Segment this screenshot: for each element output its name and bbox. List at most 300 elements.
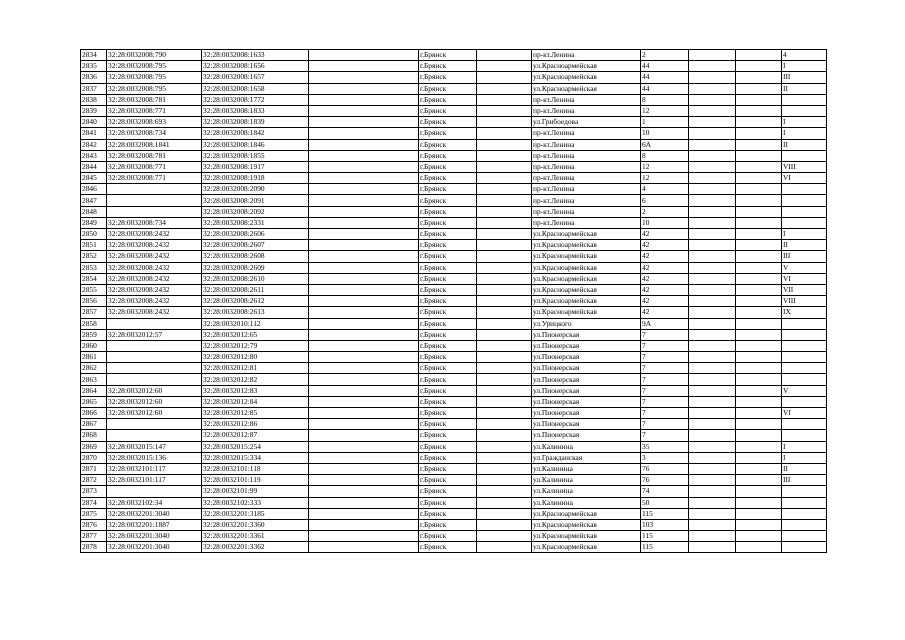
row-number-cell: 2877 <box>81 531 107 542</box>
street-cell: ул.Красноармейская <box>532 273 641 284</box>
table-row <box>81 273 827 284</box>
house-number-cell: 1 <box>641 117 689 128</box>
street-cell: пр-кт.Ленина <box>532 128 641 139</box>
table-row <box>81 519 827 530</box>
empty-cell <box>689 542 736 553</box>
table-row <box>81 408 827 419</box>
empty-cell <box>689 430 736 441</box>
empty-cell <box>689 161 736 172</box>
table-row <box>81 441 827 452</box>
empty-cell <box>477 217 532 228</box>
room-number-cell: I <box>782 441 827 452</box>
empty-cell <box>477 195 532 206</box>
street-cell: ул.Урицкого <box>532 318 641 329</box>
row-number-cell: 2834 <box>81 50 107 61</box>
empty-cell <box>477 117 532 128</box>
city-cell: г.Брянск <box>419 497 477 508</box>
street-cell: ул.Красноармейская <box>532 531 641 542</box>
city-cell: г.Брянск <box>419 419 477 430</box>
row-number-cell: 2846 <box>81 184 107 195</box>
table-row <box>81 195 827 206</box>
empty-cell <box>477 139 532 150</box>
city-cell: г.Брянск <box>419 262 477 273</box>
house-number-cell: 12 <box>641 161 689 172</box>
empty-cell <box>309 441 419 452</box>
table-row <box>81 139 827 150</box>
cadastral-number-cell: 32:28:0032012:85 <box>202 408 309 419</box>
cadastral-number-cell: 32:28:0032008:2610 <box>202 273 309 284</box>
house-number-cell: 42 <box>641 251 689 262</box>
row-number-cell: 2843 <box>81 150 107 161</box>
empty-cell <box>689 374 736 385</box>
empty-cell <box>736 184 782 195</box>
empty-cell <box>477 329 532 340</box>
street-cell: ул.Красноармейская <box>532 251 641 262</box>
empty-cell <box>309 508 419 519</box>
empty-cell <box>736 486 782 497</box>
row-number-cell: 2866 <box>81 408 107 419</box>
city-cell: г.Брянск <box>419 363 477 374</box>
city-cell: г.Брянск <box>419 217 477 228</box>
empty-cell <box>736 452 782 463</box>
table-row <box>81 217 827 228</box>
empty-cell <box>689 139 736 150</box>
empty-cell <box>309 329 419 340</box>
city-cell: г.Брянск <box>419 408 477 419</box>
row-number-cell: 2861 <box>81 352 107 363</box>
city-cell: г.Брянск <box>419 150 477 161</box>
street-cell: ул.Калинина <box>532 441 641 452</box>
room-number-cell: I <box>782 128 827 139</box>
empty-cell <box>309 531 419 542</box>
table-row <box>81 150 827 161</box>
house-number-cell: 74 <box>641 486 689 497</box>
room-number-cell: I <box>782 229 827 240</box>
empty-cell <box>477 475 532 486</box>
street-cell: пр-кт.Ленина <box>532 206 641 217</box>
empty-cell <box>477 262 532 273</box>
row-number-cell: 2851 <box>81 240 107 251</box>
city-cell: г.Брянск <box>419 452 477 463</box>
table-row <box>81 385 827 396</box>
city-cell: г.Брянск <box>419 117 477 128</box>
table-row <box>81 531 827 542</box>
cadastral-number-cell: 32:28:0032012:86 <box>202 419 309 430</box>
empty-cell <box>689 94 736 105</box>
cadastral-table <box>80 49 827 553</box>
empty-cell <box>477 173 532 184</box>
cadastral-number-cell: 32:28:0032012:83 <box>202 385 309 396</box>
source-cadastral-number-cell: 32:28:0032015:136 <box>107 452 202 463</box>
empty-cell <box>689 229 736 240</box>
row-number-cell: 2865 <box>81 396 107 407</box>
empty-cell <box>689 150 736 161</box>
row-number-cell: 2853 <box>81 262 107 273</box>
source-cadastral-number-cell <box>107 206 202 217</box>
row-number-cell: 2849 <box>81 217 107 228</box>
cadastral-number-cell: 32:28:0032008:1657 <box>202 72 309 83</box>
empty-cell <box>736 229 782 240</box>
street-cell: ул.Грибоедова <box>532 117 641 128</box>
empty-cell <box>736 139 782 150</box>
empty-cell <box>736 72 782 83</box>
room-number-cell <box>782 150 827 161</box>
cadastral-number-cell: 32:28:0032008:2607 <box>202 240 309 251</box>
house-number-cell: 7 <box>641 396 689 407</box>
empty-cell <box>477 419 532 430</box>
street-cell: ул.Красноармейская <box>532 284 641 295</box>
row-number-cell: 2867 <box>81 419 107 430</box>
street-cell: ул.Красноармейская <box>532 508 641 519</box>
city-cell: г.Брянск <box>419 318 477 329</box>
city-cell: г.Брянск <box>419 139 477 150</box>
street-cell: ул.Красноармейская <box>532 61 641 72</box>
empty-cell <box>736 363 782 374</box>
empty-cell <box>689 352 736 363</box>
empty-cell <box>689 363 736 374</box>
empty-cell <box>477 497 532 508</box>
house-number-cell: 76 <box>641 463 689 474</box>
house-number-cell: 7 <box>641 430 689 441</box>
empty-cell <box>689 419 736 430</box>
street-cell: ул.Пионерская <box>532 408 641 419</box>
empty-cell <box>689 251 736 262</box>
source-cadastral-number-cell: 32:28:0032008:734 <box>107 128 202 139</box>
room-number-cell: II <box>782 463 827 474</box>
empty-cell <box>477 340 532 351</box>
row-number-cell: 2840 <box>81 117 107 128</box>
house-number-cell: 4 <box>641 184 689 195</box>
row-number-cell: 2839 <box>81 105 107 116</box>
cadastral-number-cell: 32:28:0032201:3362 <box>202 542 309 553</box>
source-cadastral-number-cell: 32:28:0032008:2432 <box>107 229 202 240</box>
empty-cell <box>309 363 419 374</box>
source-cadastral-number-cell: 32:28:0032008:795 <box>107 72 202 83</box>
empty-cell <box>309 94 419 105</box>
cadastral-number-cell: 32:28:0032012:87 <box>202 430 309 441</box>
empty-cell <box>689 83 736 94</box>
house-number-cell: 76 <box>641 475 689 486</box>
table-row <box>81 486 827 497</box>
source-cadastral-number-cell: 32:28:0032102:34 <box>107 497 202 508</box>
empty-cell <box>309 229 419 240</box>
house-number-cell: 44 <box>641 83 689 94</box>
house-number-cell: 10 <box>641 217 689 228</box>
source-cadastral-number-cell: 32:28:0032008:693 <box>107 117 202 128</box>
room-number-cell: VI <box>782 273 827 284</box>
empty-cell <box>477 363 532 374</box>
cadastral-number-cell: 32:28:0032008:1658 <box>202 83 309 94</box>
house-number-cell: 7 <box>641 329 689 340</box>
house-number-cell: 10 <box>641 128 689 139</box>
empty-cell <box>309 497 419 508</box>
cadastral-number-cell: 32:28:0032008:2331 <box>202 217 309 228</box>
city-cell: г.Брянск <box>419 475 477 486</box>
table-row <box>81 184 827 195</box>
house-number-cell: 42 <box>641 273 689 284</box>
empty-cell <box>689 329 736 340</box>
room-number-cell <box>782 542 827 553</box>
house-number-cell: 7 <box>641 419 689 430</box>
empty-cell <box>736 50 782 61</box>
house-number-cell: 7 <box>641 374 689 385</box>
source-cadastral-number-cell: 32:28:0032008:734 <box>107 217 202 228</box>
table-row <box>81 94 827 105</box>
empty-cell <box>689 50 736 61</box>
street-cell: пр-кт.Ленина <box>532 184 641 195</box>
house-number-cell: 44 <box>641 72 689 83</box>
room-number-cell: I <box>782 117 827 128</box>
cadastral-number-cell: 32:28:0032008:2609 <box>202 262 309 273</box>
empty-cell <box>736 318 782 329</box>
empty-cell <box>736 430 782 441</box>
table-row <box>81 284 827 295</box>
empty-cell <box>309 217 419 228</box>
street-cell: ул.Красноармейская <box>532 296 641 307</box>
table-row <box>81 463 827 474</box>
table-row <box>81 83 827 94</box>
street-cell: ул.Красноармейская <box>532 229 641 240</box>
source-cadastral-number-cell: 32:28:0032008:771 <box>107 161 202 172</box>
cadastral-number-cell: 32:28:0032008:1656 <box>202 61 309 72</box>
house-number-cell: 42 <box>641 229 689 240</box>
house-number-cell: 42 <box>641 240 689 251</box>
empty-cell <box>309 340 419 351</box>
table-row <box>81 206 827 217</box>
house-number-cell: 7 <box>641 340 689 351</box>
house-number-cell: 7 <box>641 385 689 396</box>
cadastral-number-cell: 32:28:0032008:2092 <box>202 206 309 217</box>
empty-cell <box>736 83 782 94</box>
house-number-cell: 115 <box>641 508 689 519</box>
row-number-cell: 2864 <box>81 385 107 396</box>
cadastral-number-cell: 32:28:0032008:2613 <box>202 307 309 318</box>
empty-cell <box>477 273 532 284</box>
row-number-cell: 2876 <box>81 519 107 530</box>
source-cadastral-number-cell: 32:28:0032008:781 <box>107 150 202 161</box>
cadastral-number-cell: 32:28:0032101:118 <box>202 463 309 474</box>
empty-cell <box>736 161 782 172</box>
empty-cell <box>309 61 419 72</box>
empty-cell <box>477 396 532 407</box>
empty-cell <box>689 463 736 474</box>
empty-cell <box>736 329 782 340</box>
source-cadastral-number-cell: 32:28:0032008:781 <box>107 94 202 105</box>
house-number-cell: 35 <box>641 441 689 452</box>
empty-cell <box>736 441 782 452</box>
row-number-cell: 2874 <box>81 497 107 508</box>
room-number-cell: III <box>782 251 827 262</box>
room-number-cell <box>782 94 827 105</box>
street-cell: ул.Красноармейская <box>532 519 641 530</box>
empty-cell <box>309 419 419 430</box>
house-number-cell: 42 <box>641 284 689 295</box>
empty-cell <box>309 463 419 474</box>
street-cell: пр-кт.Ленина <box>532 173 641 184</box>
source-cadastral-number-cell: 32:28:0032201:3040 <box>107 542 202 553</box>
cadastral-number-cell: 32:28:0032012:81 <box>202 363 309 374</box>
source-cadastral-number-cell <box>107 430 202 441</box>
room-number-cell: VI <box>782 408 827 419</box>
room-number-cell <box>782 318 827 329</box>
empty-cell <box>309 385 419 396</box>
house-number-cell: 42 <box>641 262 689 273</box>
street-cell: пр-кт.Ленина <box>532 195 641 206</box>
house-number-cell: 3 <box>641 452 689 463</box>
row-number-cell: 2875 <box>81 508 107 519</box>
empty-cell <box>736 150 782 161</box>
empty-cell <box>309 72 419 83</box>
room-number-cell: IX <box>782 307 827 318</box>
empty-cell <box>736 105 782 116</box>
cadastral-number-cell: 32:28:0032015:254 <box>202 441 309 452</box>
house-number-cell: 103 <box>641 519 689 530</box>
empty-cell <box>689 273 736 284</box>
street-cell: ул.Красноармейская <box>532 542 641 553</box>
room-number-cell: II <box>782 240 827 251</box>
empty-cell <box>309 519 419 530</box>
empty-cell <box>309 161 419 172</box>
room-number-cell <box>782 363 827 374</box>
table-row <box>81 497 827 508</box>
cadastral-number-cell: 32:28:0032012:65 <box>202 329 309 340</box>
empty-cell <box>736 61 782 72</box>
cadastral-number-cell: 32:28:0032015:334 <box>202 452 309 463</box>
cadastral-number-cell: 32:28:0032008:2091 <box>202 195 309 206</box>
room-number-cell <box>782 419 827 430</box>
empty-cell <box>736 340 782 351</box>
city-cell: г.Брянск <box>419 184 477 195</box>
city-cell: г.Брянск <box>419 206 477 217</box>
city-cell: г.Брянск <box>419 542 477 553</box>
table-row <box>81 50 827 61</box>
source-cadastral-number-cell: 32:28:0032101:117 <box>107 475 202 486</box>
cadastral-number-cell: 32:28:0032012:79 <box>202 340 309 351</box>
row-number-cell: 2868 <box>81 430 107 441</box>
empty-cell <box>477 463 532 474</box>
empty-cell <box>477 352 532 363</box>
empty-cell <box>689 531 736 542</box>
table-row <box>81 307 827 318</box>
empty-cell <box>736 251 782 262</box>
cadastral-number-cell: 32:28:0032102:333 <box>202 497 309 508</box>
empty-cell <box>477 430 532 441</box>
cadastral-number-cell: 32:28:0032010:112 <box>202 318 309 329</box>
empty-cell <box>689 452 736 463</box>
empty-cell <box>736 128 782 139</box>
empty-cell <box>736 240 782 251</box>
room-number-cell <box>782 497 827 508</box>
empty-cell <box>309 318 419 329</box>
empty-cell <box>477 61 532 72</box>
empty-cell <box>477 284 532 295</box>
city-cell: г.Брянск <box>419 273 477 284</box>
source-cadastral-number-cell: 32:28:0032008:1841 <box>107 139 202 150</box>
row-number-cell: 2860 <box>81 340 107 351</box>
empty-cell <box>477 206 532 217</box>
source-cadastral-number-cell: 32:28:0032008:2432 <box>107 240 202 251</box>
source-cadastral-number-cell <box>107 363 202 374</box>
empty-cell <box>689 497 736 508</box>
empty-cell <box>736 94 782 105</box>
empty-cell <box>477 50 532 61</box>
room-number-cell <box>782 531 827 542</box>
source-cadastral-number-cell: 32:28:0032008:2432 <box>107 296 202 307</box>
source-cadastral-number-cell: 32:28:0032201:3040 <box>107 531 202 542</box>
empty-cell <box>309 296 419 307</box>
table-row <box>81 262 827 273</box>
city-cell: г.Брянск <box>419 340 477 351</box>
table-row <box>81 72 827 83</box>
empty-cell <box>477 150 532 161</box>
empty-cell <box>689 117 736 128</box>
source-cadastral-number-cell: 32:28:0032012:60 <box>107 385 202 396</box>
row-number-cell: 2863 <box>81 374 107 385</box>
empty-cell <box>477 452 532 463</box>
empty-cell <box>309 273 419 284</box>
empty-cell <box>477 184 532 195</box>
empty-cell <box>477 385 532 396</box>
table-row <box>81 173 827 184</box>
room-number-cell: VII <box>782 284 827 295</box>
empty-cell <box>736 519 782 530</box>
empty-cell <box>309 117 419 128</box>
room-number-cell: V <box>782 385 827 396</box>
house-number-cell: 6 <box>641 195 689 206</box>
cadastral-number-cell: 32:28:0032008:2606 <box>202 229 309 240</box>
row-number-cell: 2837 <box>81 83 107 94</box>
empty-cell <box>736 531 782 542</box>
city-cell: г.Брянск <box>419 50 477 61</box>
cadastral-number-cell: 32:28:0032008:1772 <box>202 94 309 105</box>
table-row <box>81 61 827 72</box>
empty-cell <box>689 307 736 318</box>
house-number-cell: 7 <box>641 408 689 419</box>
empty-cell <box>736 173 782 184</box>
street-cell: пр-кт.Ленина <box>532 217 641 228</box>
empty-cell <box>477 441 532 452</box>
empty-cell <box>736 195 782 206</box>
source-cadastral-number-cell <box>107 340 202 351</box>
empty-cell <box>736 284 782 295</box>
empty-cell <box>477 318 532 329</box>
row-number-cell: 2847 <box>81 195 107 206</box>
empty-cell <box>309 452 419 463</box>
empty-cell <box>736 307 782 318</box>
city-cell: г.Брянск <box>419 251 477 262</box>
row-number-cell: 2835 <box>81 61 107 72</box>
city-cell: г.Брянск <box>419 161 477 172</box>
empty-cell <box>736 352 782 363</box>
cadastral-number-cell: 32:28:0032012:84 <box>202 396 309 407</box>
source-cadastral-number-cell: 32:28:0032201:3040 <box>107 508 202 519</box>
row-number-cell: 2873 <box>81 486 107 497</box>
empty-cell <box>736 497 782 508</box>
street-cell: ул.Пионерская <box>532 385 641 396</box>
table-row <box>81 229 827 240</box>
empty-cell <box>736 508 782 519</box>
row-number-cell: 2844 <box>81 161 107 172</box>
street-cell: ул.Пионерская <box>532 352 641 363</box>
house-number-cell: 8 <box>641 150 689 161</box>
row-number-cell: 2859 <box>81 329 107 340</box>
row-number-cell: 2878 <box>81 542 107 553</box>
room-number-cell <box>782 184 827 195</box>
row-number-cell: 2842 <box>81 139 107 150</box>
city-cell: г.Брянск <box>419 396 477 407</box>
street-cell: ул.Пионерская <box>532 396 641 407</box>
street-cell: пр-кт.Ленина <box>532 105 641 116</box>
